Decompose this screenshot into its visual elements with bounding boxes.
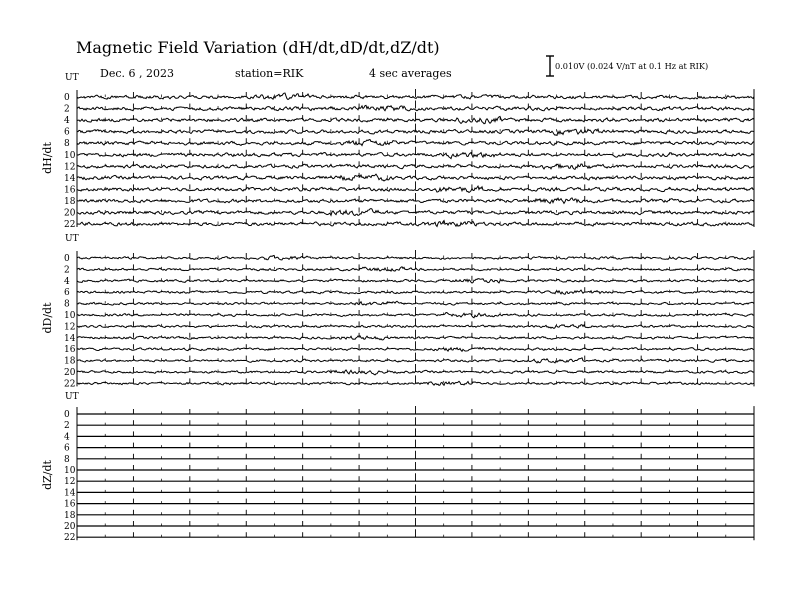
y-axis-label: dZ/dt <box>41 460 54 490</box>
hour-label: 20 <box>64 368 76 378</box>
panels-group <box>41 73 754 543</box>
hour-label: 20 <box>64 208 76 219</box>
hour-label: 14 <box>64 488 76 499</box>
scale-label: 0.010V (0.024 V/nT at 0.1 Hz at RIK) <box>555 61 709 71</box>
hour-label: 10 <box>64 150 76 161</box>
hour-label: 12 <box>64 162 76 173</box>
hour-label: 22 <box>64 220 76 231</box>
hour-label: 6 <box>64 127 70 138</box>
hour-label: 22 <box>64 533 76 544</box>
hour-label: 18 <box>64 196 76 207</box>
hour-label: 6 <box>64 288 70 299</box>
station-label: station=RIK <box>235 67 304 80</box>
hour-label: 20 <box>64 522 76 532</box>
hour-label: 2 <box>64 421 70 432</box>
hour-label: 8 <box>64 454 70 465</box>
hour-label: 2 <box>64 265 70 276</box>
ut-label: UT <box>65 234 79 244</box>
hour-label: 8 <box>64 139 70 150</box>
panel-dZ-dt <box>41 392 754 543</box>
hour-label: 14 <box>64 173 76 184</box>
hour-label: 18 <box>64 356 76 367</box>
hour-label: 4 <box>64 116 70 127</box>
hour-label: 6 <box>64 443 70 454</box>
hour-label: 12 <box>64 322 76 333</box>
ut-label: UT <box>65 73 79 83</box>
hour-label: 12 <box>64 477 76 488</box>
hour-label: 4 <box>64 432 70 443</box>
panel-dD-dt <box>41 234 754 389</box>
hour-label: 2 <box>64 104 70 115</box>
hour-label: 18 <box>64 510 76 521</box>
date-label: Dec. 6 , 2023 <box>100 67 174 80</box>
hour-label: 4 <box>64 276 70 287</box>
hour-label: 0 <box>64 254 70 264</box>
hour-label: 16 <box>64 345 76 356</box>
hour-label: 16 <box>64 499 76 510</box>
scale-bar <box>546 56 554 76</box>
hour-label: 10 <box>64 311 76 321</box>
hour-label: 14 <box>64 333 76 344</box>
averaging-label: 4 sec averages <box>369 67 452 80</box>
hour-label: 0 <box>64 93 70 103</box>
hour-label: 0 <box>64 410 70 420</box>
panel-dH-dt <box>41 73 754 230</box>
ut-label: UT <box>65 392 79 402</box>
y-axis-label: dH/dt <box>41 142 54 174</box>
hour-label: 8 <box>64 299 70 310</box>
hour-label: 22 <box>64 379 76 390</box>
y-axis-label: dD/dt <box>41 302 54 334</box>
chart-title: Magnetic Field Variation (dH/dt,dD/dt,dZ/dt) <box>76 38 440 57</box>
hour-label: 16 <box>64 185 76 196</box>
hour-label: 10 <box>64 466 76 476</box>
